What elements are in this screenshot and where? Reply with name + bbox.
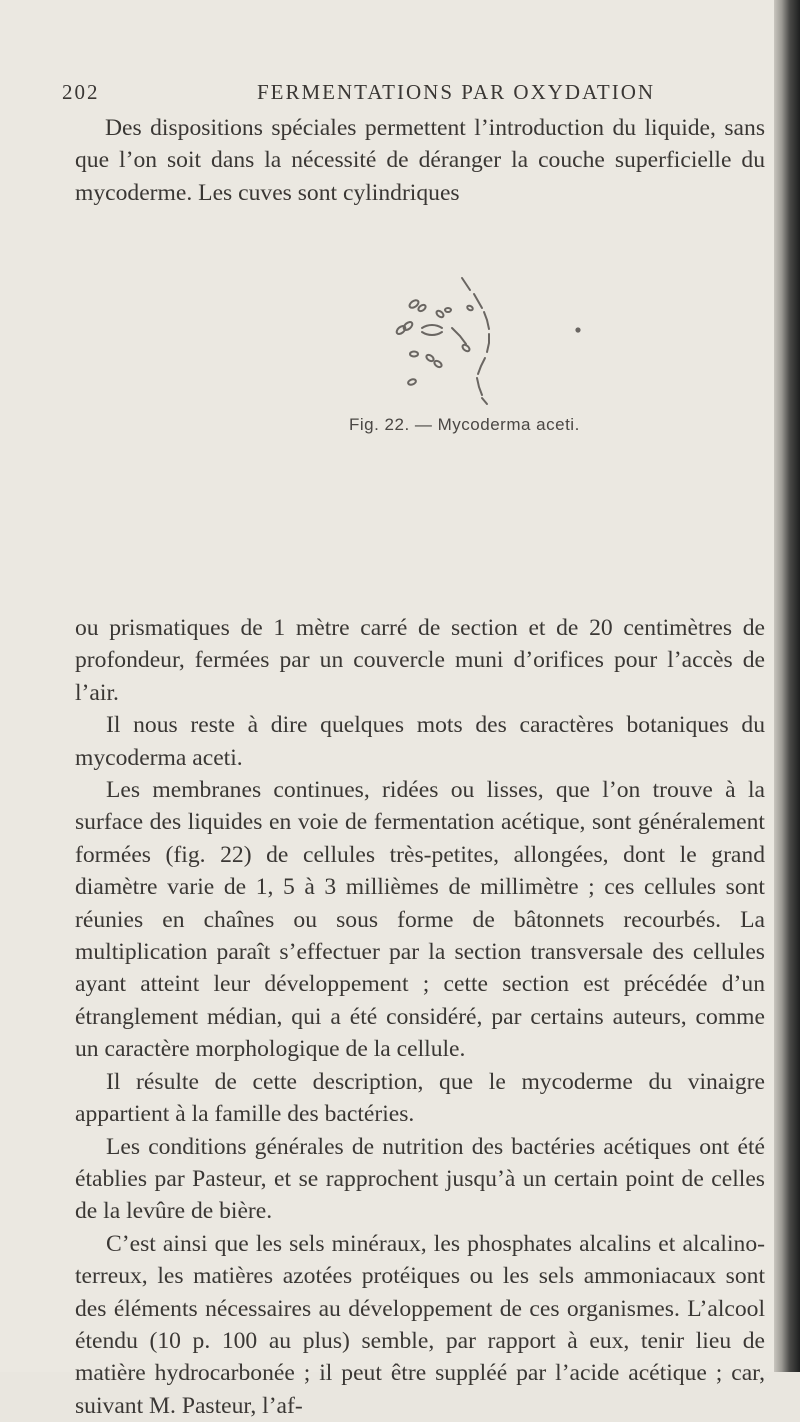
paragraph-continuation: ou prismatiques de 1 mètre carré de section et de 20 centimètres de profondeur, fermées par un couvercle muni d’orifices pour l’accès de l’air. — [75, 615, 765, 706]
running-header — [62, 80, 752, 110]
intro-text: Des dispositions spéciales permettent l’introduction du liquide, sans que l’on soit dans la nécessité de déranger la couche superficielle du mycoderme. Les cuves sont cylindriques — [75, 115, 765, 206]
intro-paragraph — [75, 112, 765, 212]
book-spine-shadow — [774, 0, 800, 1372]
paragraph: Il résulte de cette description, que le mycoderme du vinaigre appartient à la famille des bactéries. — [75, 1068, 765, 1128]
running-title: FERMENTATIONS PAR OXYDATION — [257, 80, 656, 104]
figure-caption: Fig. 22. — Mycoderma aceti. — [349, 415, 580, 434]
paragraph: Il nous reste à dire quelques mots des caractères botaniques du mycoderma aceti. — [75, 712, 765, 771]
paragraph: C’est ainsi que les sels minéraux, les phosphates alcalins et alcalino-terreux, les matières azotées protéiques ou les sels ammoniacaux sont des éléments nécessaires au développement de ces organismes. L’alcool étendu (10 p. 100 au plus) semble, par rapport à eux, tenir lieu de matière hydrocarbonée ; il peut être suppléé par l’acide acétique ; car, suivant M. Pasteur, l’af- — [75, 1230, 765, 1419]
paragraph: Les membranes continues, ridées ou lisses, que l’on trouve à la surface des liquides en voie de fermentation acétique, sont généralement formées (fig. 22) de cellules très-petites, allongées, dont le grand diamètre varie de 1, 5 à 3 millièmes de millimètre ; ces cellules sont réunies en chaînes ou sous forme de bâtonnets recourbés. La multiplication paraît s’effectuer par la section transversale des cellules ayant atteint leur développement ; cette section est précédée d’un étranglement médian, qui a été considéré, par certains auteurs, comme un caractère morphologique de la cellule. — [75, 777, 765, 1063]
mycoderma-illustration — [370, 264, 590, 414]
body-text — [75, 612, 765, 1422]
page-number: 202 — [62, 80, 100, 104]
paragraph: Les conditions générales de nutrition des bactéries acétiques ont été établies par Pasteur, et se rapprochent jusqu’à un certain point de celles de la levûre de bière. — [75, 1133, 765, 1225]
